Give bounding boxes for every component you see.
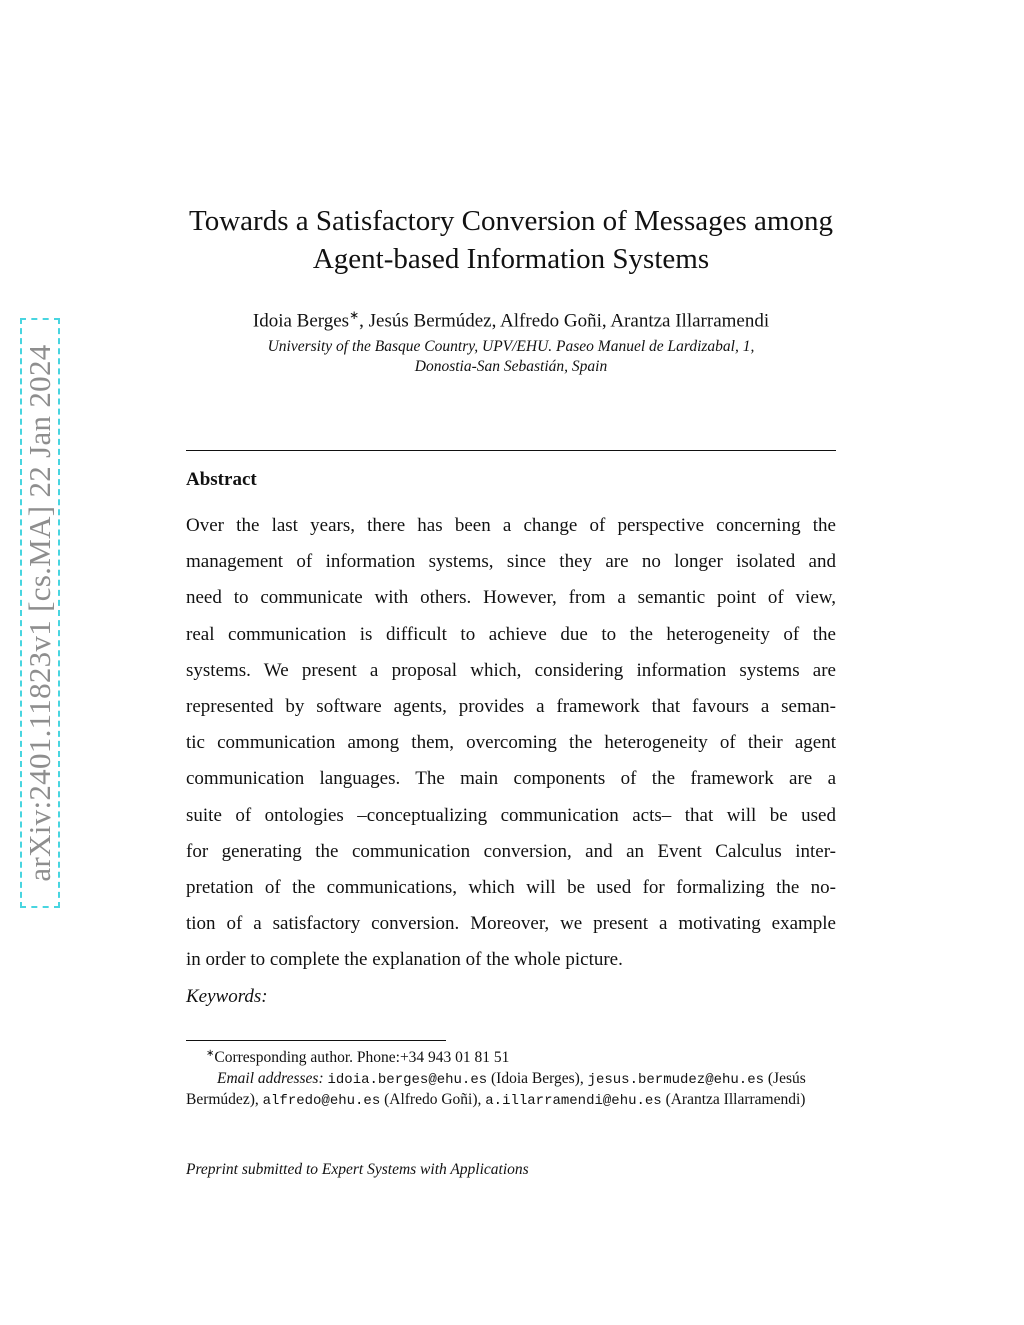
- abstract-line: systems. We present a proposal which, considering information systems are: [186, 659, 836, 681]
- email-name-3: (Alfredo Goñi),: [380, 1091, 486, 1109]
- email-name-2: (Jesús Bermúdez),: [186, 1069, 806, 1109]
- abstract-line: management of information systems, since they are no longer isolated and: [186, 551, 836, 573]
- abstract-line: real communication is difficult to achieve due to the heterogeneity of the: [186, 623, 836, 645]
- email-name-4: (Arantza Illarramendi): [661, 1091, 806, 1109]
- email-link-2[interactable]: jesus.bermudez@ehu.es: [587, 1071, 765, 1088]
- footnote-rule: [186, 1040, 446, 1041]
- arxiv-identifier: arXiv:2401.11823v1 [cs.MA] 22 Jan 2024: [22, 344, 57, 882]
- affiliation-line-2: Donostia-San Sebastián, Spain: [414, 358, 608, 375]
- abstract-line: tic communication among them, overcoming the heterogeneity of their agent: [186, 732, 836, 754]
- other-authors: , Jesús Bermúdez, Alfredo Goñi, Arantza Illarramendi: [359, 310, 770, 332]
- keywords-label: Keywords:: [186, 986, 268, 1007]
- footnote-mark: ∗: [206, 1048, 215, 1059]
- author-1: Idoia Berges: [252, 310, 350, 332]
- abstract-line: need to communicate with others. However, from a semantic point of view,: [186, 587, 836, 609]
- abstract-line: communication languages. The main components of the framework are a: [186, 768, 836, 790]
- abstract-line: represented by software agents, provides a framework that favours a seman-: [186, 695, 836, 717]
- affiliation-line-1: University of the Basque Country, UPV/EHU. Paseo Manuel de Lardizabal, 1,: [267, 338, 755, 355]
- corresponding-mark: ∗: [349, 308, 360, 322]
- author-list: [186, 303, 836, 333]
- abstract-line: in order to complete the explanation of the whole picture.: [186, 949, 623, 971]
- abstract-heading: Abstract: [186, 469, 257, 490]
- email-label: Email addresses:: [217, 1069, 324, 1087]
- title-line-2: Agent-based Information Systems: [312, 243, 710, 275]
- footnote: [186, 1044, 836, 1112]
- title-line-1: Towards a Satisfactory Conversion of Messages among: [189, 205, 833, 237]
- affiliation: [186, 337, 836, 377]
- abstract-line: pretation of the communications, which will be used for formalizing the no-: [186, 876, 836, 898]
- abstract-line: Over the last years, there has been a change of perspective concerning the: [186, 515, 836, 536]
- corresponding-author-note: [186, 1044, 836, 1069]
- abstract-line: tion of a satisfactory conversion. Moreover, we present a motivating example: [186, 913, 836, 935]
- email-name-1: (Idoia Berges),: [487, 1069, 588, 1087]
- email-link-1[interactable]: idoia.berges@ehu.es: [327, 1071, 488, 1088]
- abstract-line: suite of ontologies –conceptualizing communication acts– that will be used: [186, 804, 836, 826]
- abstract-body: [186, 512, 836, 982]
- email-link-3[interactable]: alfredo@ehu.es: [262, 1093, 381, 1110]
- preprint-notice: Preprint submitted to Expert Systems with Applications: [186, 1161, 529, 1178]
- email-addresses: [186, 1069, 836, 1112]
- corresponding-text: Corresponding author. Phone:+34 943 01 81 51: [214, 1049, 510, 1067]
- email-link-4[interactable]: a.illarramendi@ehu.es: [485, 1093, 662, 1110]
- paper-title: [186, 202, 836, 278]
- arxiv-stamp: [20, 318, 60, 908]
- abstract-line: for generating the communication conversion, and an Event Calculus inter-: [186, 840, 836, 862]
- abstract-top-rule: [186, 450, 836, 451]
